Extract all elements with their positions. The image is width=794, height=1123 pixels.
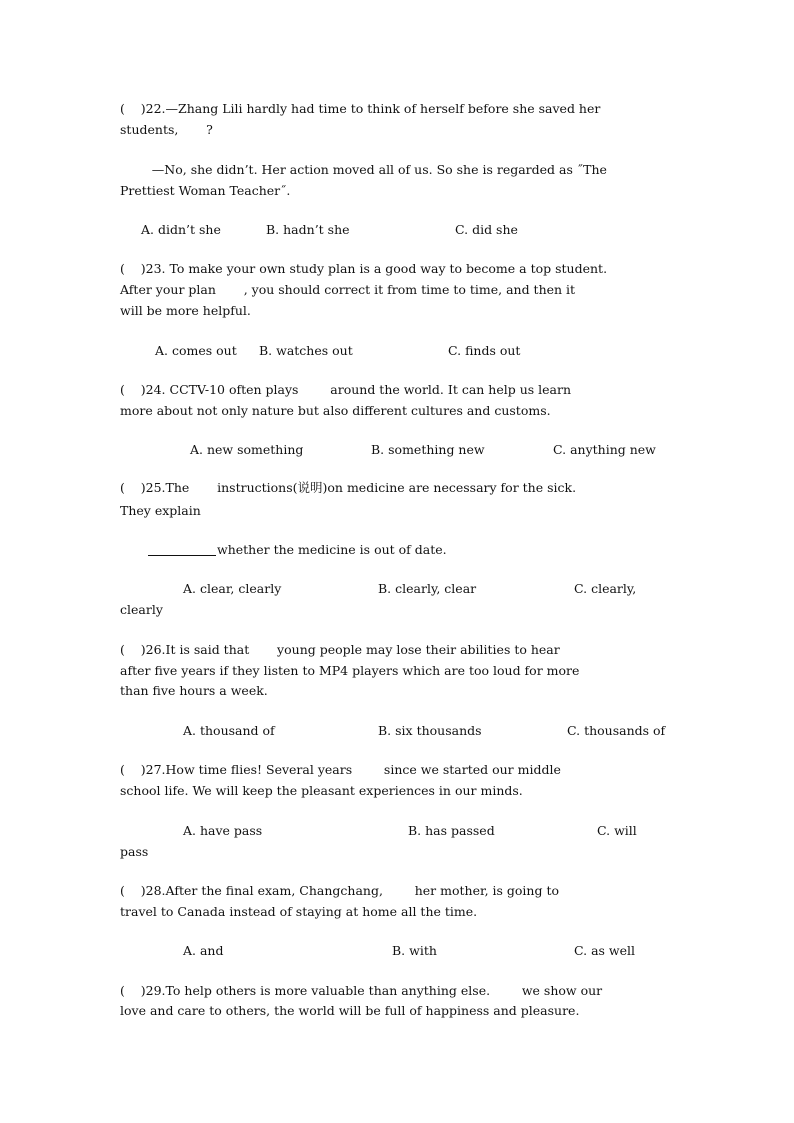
q25-stem-line-2: They explain	[120, 503, 201, 518]
q22-reply-line-1: —No, she didn’t. Her action moved all of us. So she is regarded as ˝The	[120, 162, 607, 177]
q26-stem-line-2: after five years if they listen to MP4 players which are too loud for more	[120, 663, 580, 678]
q26-option-b: B. six thousands	[378, 723, 482, 738]
q28-option-a: A. and	[183, 943, 224, 958]
q28-option-b: B. with	[392, 943, 437, 958]
q27-option-a: A. have pass	[183, 823, 263, 838]
q25-option-a: A. clear, clearly	[183, 581, 282, 596]
q26-option-a: A. thousand of	[183, 723, 275, 738]
q22-option-c: C. did she	[455, 222, 518, 237]
q22-option-a: A. didn’t she	[141, 222, 221, 237]
q28-stem-line-1: ( )28.After the final exam, Changchang, her mother, is going to	[120, 883, 560, 898]
q22-reply-line-2: Prettiest Woman Teacher˝.	[120, 183, 291, 198]
q24-option-c: C. anything new	[553, 442, 656, 457]
q25-option-c: C. clearly,	[574, 581, 637, 596]
q24-stem-line-2: more about not only nature but also different cultures and customs.	[120, 403, 551, 418]
q24-option-a: A. new something	[190, 442, 304, 457]
q29-stem-line-1: ( )29.To help others is more valuable than anything else. we show our	[120, 983, 603, 998]
q27-stem-line-1: ( )27.How time flies! Several years since we started our middle	[120, 762, 561, 777]
q29-stem-line-2: love and care to others, the world will be full of happiness and pleasure.	[120, 1003, 580, 1018]
q26-stem-line-1: ( )26.It is said that young people may lose their abilities to hear	[120, 642, 560, 657]
q23-option-a: A. comes out	[155, 343, 237, 358]
q25-stem-line-1: ( )25.The instructions(说明)on medicine are necessary for the sick.	[120, 480, 577, 495]
q24-stem-line-1: ( )24. CCTV-10 often plays around the world. It can help us learn	[120, 382, 572, 397]
q24-option-b: B. something new	[371, 442, 485, 457]
q22-stem-line-2: students, ?	[120, 122, 213, 137]
q27-stem-line-2: school life. We will keep the pleasant experiences in our minds.	[120, 783, 523, 798]
q28-stem-line-2: travel to Canada instead of staying at home all the time.	[120, 904, 478, 919]
q25-option-c-wrap: clearly	[120, 602, 163, 617]
q23-stem-line-2: After your plan , you should correct it from time to time, and then it	[120, 282, 576, 297]
q27-option-b: B. has passed	[408, 823, 495, 838]
q23-stem-line-1: ( )23. To make your own study plan is a good way to become a top student.	[120, 261, 608, 276]
q23-stem-line-3: will be more helpful.	[120, 303, 251, 318]
q22-option-b: B. hadn’t she	[266, 222, 350, 237]
q23-option-c: C. finds out	[448, 343, 521, 358]
q25-answer-blank	[148, 555, 216, 556]
q27-option-c: C. will	[597, 823, 637, 838]
q26-option-c: C. thousands of	[567, 723, 666, 738]
q23-option-b: B. watches out	[259, 343, 353, 358]
q22-stem-line-1: ( )22.—Zhang Lili hardly had time to think of herself before she saved her	[120, 101, 601, 116]
q27-option-c-wrap: pass	[120, 844, 149, 859]
q25-continuation: whether the medicine is out of date.	[217, 542, 447, 557]
q25-option-b: B. clearly, clear	[378, 581, 477, 596]
q28-option-c: C. as well	[574, 943, 635, 958]
q26-stem-line-3: than five hours a week.	[120, 683, 268, 698]
